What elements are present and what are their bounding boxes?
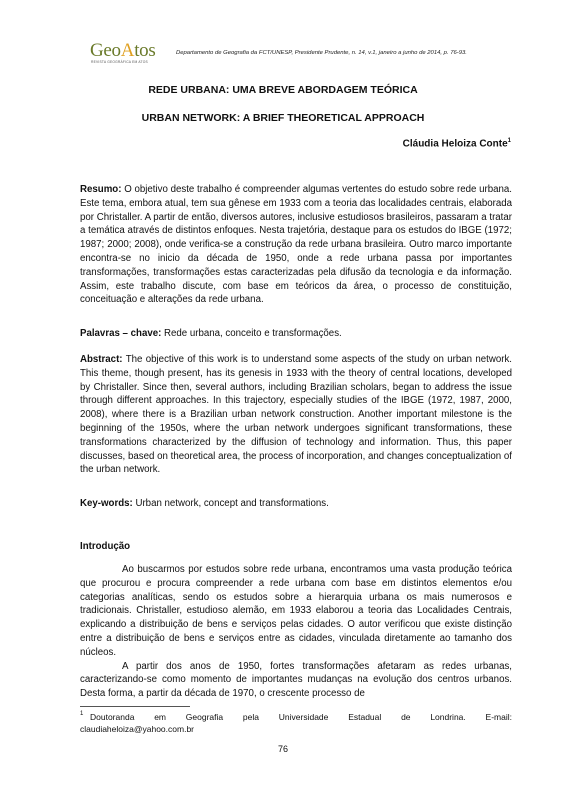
footnote-divider [80, 706, 190, 707]
intro-paragraph-1: Ao buscarmos por estudos sobre rede urbana, encontramos uma vasta produção teórica que procurou e procura compreender a rede urbana com base em distintos elementos e/ou categorias analíticas, sendo os estudos sobre a hierarquia urbana os mais numerosos e tradicionais. Christaller, estudioso alemão, em 1933 elaborou a teoria das Localidades Centrais, explicando a distribuição de bens e serviços pelas cidades. O autor verificou que existe distinção entre a distribuição de bens e serviços entre as cidades, vinculada diretamente ao tamanho dos núcleos. [80, 564, 512, 658]
section-heading-introducao: Introdução [80, 541, 131, 552]
title-english: URBAN NETWORK: A BRIEF THEORETICAL APPROACH [141, 112, 425, 124]
abstract-text: The objective of this work is to understand some aspects of the study on urban network. This theme, though present, has its genesis in 1933 with the theory of central locations, developed by Christaller. Since then, several authors, including Brazilian scholars, began to address the issue through different approaches. In this trajectory, especially studies of the IBGE (1972, 1987, 2000, 2008), where there is a Brazilian urban network construction. Another important milestone is the beginning of the 1950s, where the urban network undergoes significant transformations, these transformations characterized by the diffusion of technology and information. Thus, this paper discusses, based on theoretical area, the process of incorporation, and changes conceptualization of the urban network. [80, 354, 512, 476]
footnote-word: E-mail: [485, 712, 512, 722]
footnote-email: claudiaheloiza@yahoo.com.br [80, 723, 194, 734]
abstract-paragraph [80, 353, 512, 477]
footnote-word: pela [242, 712, 259, 722]
page-number: 76 [277, 744, 288, 754]
footnote-line-1 [80, 712, 512, 724]
footnote-mark: 1 [80, 711, 84, 717]
logo-text-accent: A [120, 40, 135, 61]
logo-text-geo: Geo [90, 40, 121, 61]
author-name [403, 138, 511, 149]
palavras-label: Palavras – chave: [80, 328, 162, 339]
abstract-label: Abstract: [80, 354, 123, 365]
journal-info: Departamento de Geografia da FCT/UNESP, Presidente Prudente, n. 14, v.1, janeiro a junho de 2014, p. 76-93. [176, 50, 467, 56]
resumo-label: Resumo: [80, 184, 122, 195]
palavras-text: Rede urbana, conceito e transformações. [161, 328, 342, 339]
logo-subtitle: REVISTA GEOGRÁFICA EM ATOS [91, 60, 148, 64]
introducao-body [80, 563, 512, 701]
intro-paragraph-2: A partir dos anos de 1950, fortes transformações afetaram as redes urbanas, caracterizando-se como momento de importantes mudanças na evolução dos centros urbanos. Desta forma, a partir da década de 1970, o crescente processo de [80, 660, 512, 700]
keywords-label: Key-words: [80, 498, 133, 509]
footnote-word: de [401, 712, 411, 722]
logo-text-tos: tos [134, 40, 156, 61]
palavras-chave [80, 327, 512, 341]
footnote-word: Estadual [348, 712, 382, 722]
keywords-text: Urban network, concept and transformations. [132, 498, 329, 509]
resumo-text: O objetivo deste trabalho é compreender algumas vertentes do estudo sobre rede urbana. Este tema, embora atual, tem sua gênese em 1933 com a teoria das localidades centrais, elaborada por Christaller. A partir de então, diversos autores, inclusive estudiosos brasileiros, passaram a tratar a temática através de distintos enfoques. Nesta trajetória, destaque para os estudos do IBGE (1972; 1987; 2000; 2008), onde verifica-se a construção da rede urbana brasileira. Outro marco importante encontra-se no inicio da década de 1950, onde a rede urbana passa por importantes transformações, transformações estas caracterizadas pela difusão da tecnologia e da informação. Assim, este trabalho discute, com base em teóricos da área, o processo de constituição, conceituação e alterações da rede urbana. [80, 184, 512, 306]
geoatos-logo [90, 40, 170, 68]
keywords [80, 497, 512, 511]
footnote-word: Doutoranda [90, 712, 135, 722]
author-text: Cláudia Heloiza Conte [402, 138, 508, 150]
footnote-word: Universidade [278, 712, 329, 722]
resumo-paragraph [80, 183, 512, 307]
footnote-word: em [154, 712, 167, 722]
title-portuguese: REDE URBANA: UMA BREVE ABORDAGEM TEÓRICA [148, 84, 418, 96]
footnote-word: Londrina. [430, 712, 466, 722]
footnote [80, 712, 512, 735]
author-footnote-ref: 1 [507, 138, 511, 144]
journal-header [90, 40, 530, 70]
footnote-word: Geografia [185, 712, 224, 722]
